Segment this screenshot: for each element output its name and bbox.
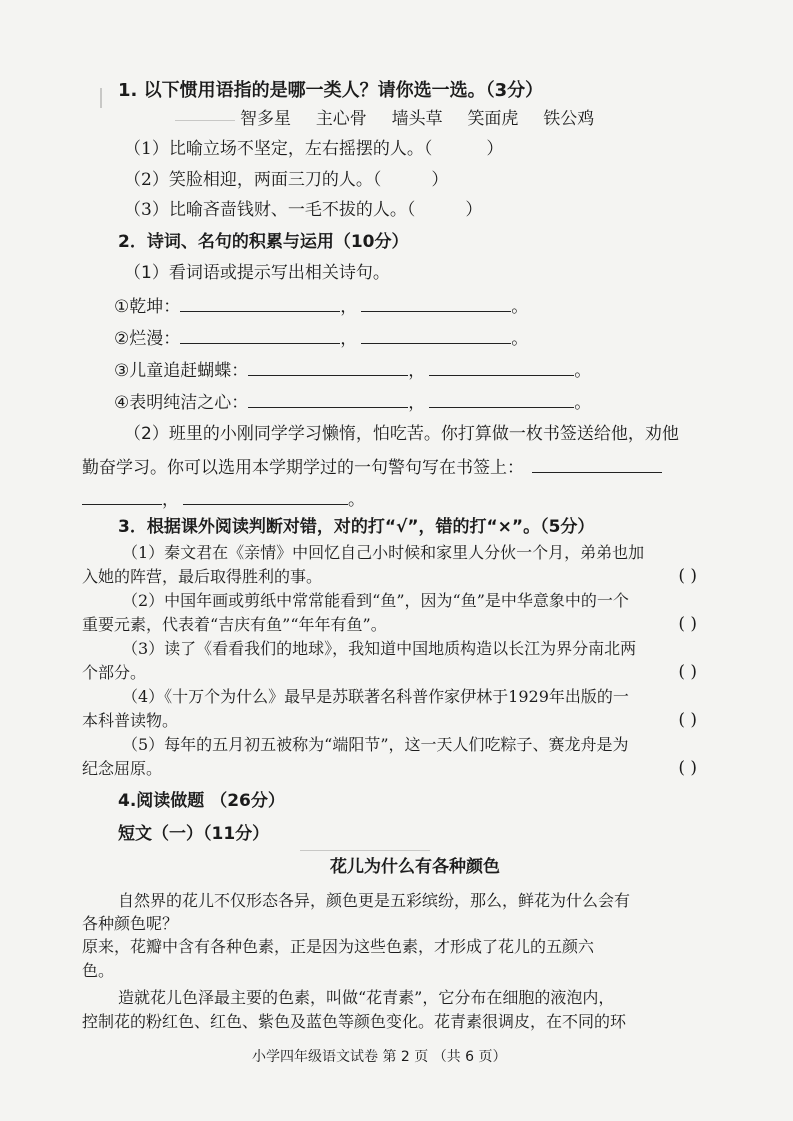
- q3-line: 重要元素，代表着“吉庆有鱼”“年年有鱼”。: [82, 615, 387, 634]
- q3-heading: 3．根据课外阅读判断对错，对的打“√”，错的打“×”。（5分）: [118, 517, 595, 537]
- q3-line: （1）秦文君在《亲情》中回忆自己小时候和家里人分伙一个月，弟弟也加: [122, 543, 645, 562]
- q2-prompt-2: ②烂漫： ， 。: [114, 329, 529, 349]
- answer-blank[interactable]: [429, 359, 574, 376]
- answer-blank[interactable]: [248, 359, 408, 376]
- bookmark-blank[interactable]: [532, 456, 662, 473]
- q3-line: （4）《十万个为什么》最早是苏联著名科普作家伊林于1929年出版的一: [122, 687, 629, 706]
- q3-line: （2）中国年画或剪纸中常常能看到“鱼”，因为“鱼”是中华意象中的一个: [122, 591, 629, 610]
- q1-item-2: （2）笑脸相迎，两面三刀的人。（ ）: [124, 170, 449, 190]
- option-4: 笑面虎: [467, 109, 519, 129]
- answer-bracket[interactable]: ( ): [678, 758, 697, 778]
- answer-blank[interactable]: [361, 295, 511, 312]
- q2-prompt-3: ③儿童追赶蝴蝶： ， 。: [114, 361, 592, 381]
- q3-line: 纪念屈原。: [82, 759, 163, 778]
- q2-sub2-line1: （2）班里的小刚同学学习懒惰，怕吃苦。你打算做一枚书签送给他，劝他: [124, 424, 679, 444]
- answer-blank[interactable]: [180, 327, 340, 344]
- passage-line: 原来，花瓣中含有各种色素，正是因为这些色素，才形成了花儿的五颜六: [82, 937, 595, 956]
- answer-blank[interactable]: [361, 327, 511, 344]
- answer-bracket[interactable]: ( ): [678, 662, 697, 682]
- option-2: 主心骨: [315, 109, 367, 129]
- passage-line: 色。: [82, 961, 115, 980]
- answer-bracket[interactable]: ( ): [678, 566, 697, 586]
- answer-bracket[interactable]: ( ): [678, 710, 697, 730]
- q2-heading: 2．诗词、名句的积累与运用（10分）: [118, 232, 409, 252]
- passage-label: 短文（一）（11分）: [118, 824, 270, 844]
- q3-line: 个部分。: [82, 663, 147, 682]
- q2-sub2-line2: 勤奋学习。你可以选用本学期学过的一句警句写在书签上：: [82, 456, 662, 479]
- passage-title: 花儿为什么有各种颜色: [330, 857, 500, 877]
- scan-mark: [100, 88, 102, 108]
- option-1: 智多星: [240, 109, 291, 129]
- q4-heading: 4.阅读做题 （26分）: [118, 791, 285, 811]
- option-3: 墙头草: [391, 109, 443, 129]
- passage-line: 造就花儿色泽最主要的色素，叫做“花青素”，它分布在细胞的液泡内，: [118, 988, 615, 1007]
- answer-blank[interactable]: [180, 295, 340, 312]
- q1-item-3: （3）比喻吝啬钱财、一毛不拔的人。（ ）: [124, 200, 483, 220]
- q3-line: （3）读了《看看我们的地球》，我知道中国地质构造以长江为界分南北两: [122, 639, 637, 658]
- passage-line: 各种颜色呢？: [82, 914, 179, 933]
- scan-mark: [175, 120, 235, 121]
- answer-bracket[interactable]: ( ): [678, 614, 697, 634]
- q1-options: [240, 108, 594, 130]
- bookmark-blank[interactable]: [183, 488, 348, 505]
- answer-blank[interactable]: [248, 391, 408, 408]
- q3-line: 本科普读物。: [82, 711, 179, 730]
- passage-line: 控制花的粉红色、红色、紫色及蓝色等颜色变化。花青素很调皮，在不同的环: [82, 1012, 627, 1031]
- q2-prompt-1: ①乾坤： ， 。: [114, 297, 529, 317]
- q3-line: 入她的阵营，最后取得胜利的事。: [82, 567, 323, 586]
- q2-sub1: （1）看词语或提示写出相关诗句。: [124, 263, 390, 283]
- answer-blank[interactable]: [429, 391, 574, 408]
- passage-line: 自然界的花儿不仅形态各异，颜色更是五彩缤纷，那么，鲜花为什么会有: [118, 891, 631, 910]
- bookmark-blank[interactable]: [82, 488, 162, 505]
- q2-sub2-line3: ， 。: [82, 488, 365, 511]
- option-5: 铁公鸡: [543, 109, 595, 129]
- scan-mark: [300, 850, 430, 851]
- q3-line: （5）每年的五月初五被称为“端阳节”，这一天人们吃粽子、赛龙舟是为: [122, 735, 629, 754]
- q2-prompt-4: ④表明纯洁之心： ， 。: [114, 393, 592, 413]
- page-footer: 小学四年级语文试卷 第 2 页 （共 6 页）: [252, 1049, 507, 1065]
- q1-item-1: （1）比喻立场不坚定，左右摇摆的人。（ ）: [124, 139, 504, 159]
- q1-heading: 1. 以下惯用语指的是哪一类人？请你选一选。（3分）: [118, 80, 544, 101]
